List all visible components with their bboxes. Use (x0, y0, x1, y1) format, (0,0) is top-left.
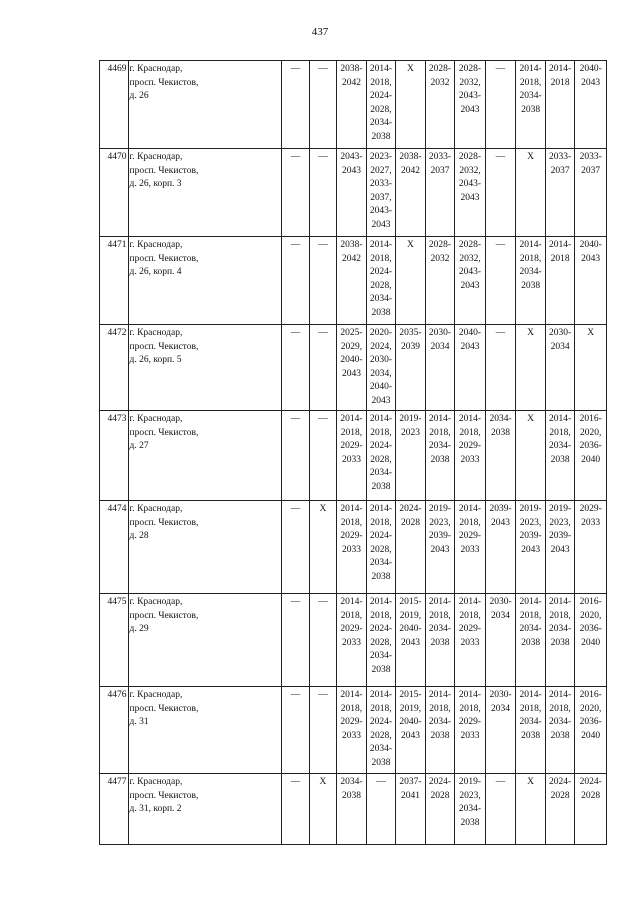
period-text: 2040- 2043 (458, 328, 482, 352)
period-cell (309, 61, 336, 149)
period-cell (485, 149, 516, 237)
period-text: X (587, 328, 595, 338)
period-cell (575, 411, 607, 501)
period-cell (575, 149, 607, 237)
period-text: 2014- 2018, 2029- 2033 (340, 690, 363, 741)
period-text: X (319, 504, 327, 514)
period-cell (396, 687, 426, 774)
period-cell (425, 594, 455, 687)
period-text: — (290, 690, 301, 700)
table-row (100, 237, 607, 325)
period-text: 2014- 2018, 2034- 2038 (519, 64, 542, 115)
row-number: 4476 (100, 687, 129, 774)
page-number: 437 (311, 26, 329, 38)
period-text: 2016- 2020, 2036- 2040 (579, 597, 602, 648)
period-cell (396, 501, 426, 594)
period-cell (455, 325, 486, 411)
address-cell (128, 687, 282, 774)
period-cell (337, 501, 367, 594)
period-cell (545, 594, 575, 687)
period-cell (485, 411, 516, 501)
period-text: 2033- 2037 (428, 152, 452, 176)
period-cell (366, 237, 396, 325)
period-text: 2019- 2023, 2034- 2038 (458, 777, 482, 828)
period-text: 2033- 2037 (549, 152, 572, 176)
period-cell (309, 411, 336, 501)
period-cell (337, 411, 367, 501)
period-cell (282, 411, 309, 501)
period-cell (337, 687, 367, 774)
period-cell (545, 774, 575, 845)
period-text: 2028- 2032, 2043- 2043 (458, 64, 482, 115)
period-cell (396, 411, 426, 501)
address-text: г. Краснодар, просп. Чекистов, д. 31, корп. 2 (129, 777, 199, 814)
period-text: 2014- 2018, 2034- 2038 (519, 597, 542, 648)
period-text: 2014- 2018, 2024- 2028, 2034- 2038 (369, 64, 393, 142)
period-cell (485, 237, 516, 325)
period-cell (309, 774, 336, 845)
period-text: 2014- 2018, 2024- 2028, 2034- 2038 (369, 240, 393, 318)
period-cell (425, 149, 455, 237)
period-text: — (318, 64, 328, 74)
period-text: 2029- 2033 (579, 504, 602, 528)
period-cell (366, 501, 396, 594)
address-cell (128, 61, 282, 149)
address-text: г. Краснодар, просп. Чекистов, д. 31 (129, 690, 199, 727)
period-text: X (407, 64, 414, 74)
period-text: 2025- 2029, 2040- 2043 (340, 328, 363, 379)
period-cell (282, 325, 309, 411)
period-text: 2014- 2018, 2029- 2033 (340, 414, 363, 465)
schedule-table (99, 60, 607, 845)
period-text: — (290, 777, 301, 787)
row-number: 4473 (100, 411, 129, 501)
period-cell (396, 774, 426, 845)
period-cell (455, 501, 486, 594)
period-cell (516, 501, 546, 594)
period-cell (575, 325, 607, 411)
period-cell (575, 501, 607, 594)
period-cell (516, 237, 546, 325)
period-cell (366, 61, 396, 149)
period-text: — (318, 328, 328, 338)
period-text: 2037- 2041 (399, 777, 422, 801)
period-text: 2020- 2024, 2030- 2034, 2040- 2043 (369, 328, 393, 406)
period-cell (282, 149, 309, 237)
period-text: 2035- 2039 (399, 328, 422, 352)
period-cell (545, 411, 575, 501)
period-text: 2019- 2023, 2039- 2043 (519, 504, 542, 555)
period-cell (455, 411, 486, 501)
period-text: 2014- 2018, 2029- 2033 (458, 414, 482, 465)
period-cell (366, 687, 396, 774)
period-text: 2038- 2042 (340, 240, 363, 264)
period-text: 2014- 2018, 2029- 2033 (458, 690, 482, 741)
period-cell (282, 237, 309, 325)
period-cell (485, 61, 516, 149)
period-cell (485, 687, 516, 774)
row-number: 4469 (100, 61, 129, 149)
period-text: 2033- 2037 (579, 152, 602, 176)
period-text: 2024- 2028 (549, 777, 572, 801)
period-text: 2024- 2028 (579, 777, 602, 801)
table-row (100, 501, 607, 594)
period-cell (455, 61, 486, 149)
period-text: — (376, 777, 386, 787)
period-cell (425, 237, 455, 325)
period-text: — (495, 152, 506, 162)
address-cell (128, 325, 282, 411)
period-text: — (495, 777, 506, 787)
period-cell (545, 237, 575, 325)
period-text: X (407, 240, 414, 250)
period-text: 2019- 2023, 2039- 2043 (428, 504, 452, 555)
period-text: — (318, 152, 328, 162)
period-cell (337, 594, 367, 687)
period-cell (309, 501, 336, 594)
period-text: 2014- 2018, 2029- 2033 (458, 504, 482, 555)
period-text: — (290, 64, 301, 74)
period-text: 2030- 2034 (489, 690, 512, 714)
period-text: 2014- 2018, 2034- 2038 (549, 414, 572, 465)
row-number: 4474 (100, 501, 129, 594)
period-cell (455, 687, 486, 774)
period-text: 2014- 2018, 2024- 2028, 2034- 2038 (369, 504, 393, 582)
table-row (100, 594, 607, 687)
period-text: 2014- 2018, 2034- 2038 (549, 597, 572, 648)
period-cell (485, 774, 516, 845)
address-cell (128, 594, 282, 687)
period-text: 2014- 2018, 2024- 2028, 2034- 2038 (369, 690, 393, 768)
period-text: X (527, 414, 534, 424)
period-cell (425, 411, 455, 501)
period-cell (337, 325, 367, 411)
period-cell (425, 61, 455, 149)
period-cell (485, 501, 516, 594)
period-cell (516, 411, 546, 501)
period-text: 2014- 2018, 2034- 2038 (428, 690, 452, 741)
period-text: 2039- 2043 (489, 504, 512, 528)
period-cell (337, 237, 367, 325)
period-text: 2014- 2018, 2034- 2038 (519, 690, 542, 741)
period-cell (516, 325, 546, 411)
period-cell (425, 774, 455, 845)
period-cell (309, 687, 336, 774)
period-text: X (527, 328, 534, 338)
period-text: 2015- 2019, 2040- 2043 (399, 597, 422, 648)
period-cell (516, 687, 546, 774)
period-cell (545, 501, 575, 594)
period-cell (575, 237, 607, 325)
period-text: 2019- 2023, 2039- 2043 (549, 504, 572, 555)
period-cell (575, 687, 607, 774)
period-text: — (290, 152, 301, 162)
period-text: — (495, 240, 506, 250)
period-cell (545, 149, 575, 237)
period-text: 2016- 2020, 2036- 2040 (579, 690, 602, 741)
period-text: 2024- 2028 (428, 777, 452, 801)
period-text: 2023- 2027, 2033- 2037, 2043- 2043 (369, 152, 393, 230)
period-text: 2038- 2042 (340, 64, 363, 88)
address-text: г. Краснодар, просп. Чекистов, д. 28 (129, 504, 199, 541)
period-text: 2028- 2032 (428, 240, 452, 264)
period-cell (366, 411, 396, 501)
period-text: 2019- 2023 (399, 414, 422, 438)
table-row (100, 774, 607, 845)
address-text: г. Краснодар, просп. Чекистов, д. 26, корп. 5 (129, 328, 199, 365)
period-cell (337, 774, 367, 845)
period-text: 2030- 2034 (549, 328, 572, 352)
period-text: 2014- 2018, 2034- 2038 (428, 414, 452, 465)
period-text: — (290, 504, 301, 514)
period-text: 2034- 2038 (340, 777, 363, 801)
period-cell (282, 594, 309, 687)
period-cell (545, 687, 575, 774)
period-text: — (495, 64, 506, 74)
period-cell (485, 325, 516, 411)
period-text: 2040- 2043 (579, 64, 602, 88)
address-cell (128, 149, 282, 237)
period-cell (309, 594, 336, 687)
period-cell (455, 594, 486, 687)
period-text: 2028- 2032, 2043- 2043 (458, 152, 482, 203)
period-text: — (318, 240, 328, 250)
period-text: 2028- 2032 (428, 64, 452, 88)
period-cell (575, 594, 607, 687)
address-text: г. Краснодар, просп. Чекистов, д. 26, корп. 3 (129, 152, 199, 189)
row-number: 4472 (100, 325, 129, 411)
address-cell (128, 501, 282, 594)
period-text: — (318, 690, 328, 700)
period-cell (366, 325, 396, 411)
period-text: — (290, 597, 301, 607)
period-cell (396, 325, 426, 411)
period-cell (425, 325, 455, 411)
row-number: 4470 (100, 149, 129, 237)
address-cell (128, 774, 282, 845)
period-text: — (318, 414, 328, 424)
row-number: 4475 (100, 594, 129, 687)
period-text: X (527, 777, 534, 787)
address-text: г. Краснодар, просп. Чекистов, д. 27 (129, 414, 199, 451)
period-cell (309, 237, 336, 325)
period-cell (309, 149, 336, 237)
period-cell (396, 237, 426, 325)
period-cell (366, 774, 396, 845)
address-text: г. Краснодар, просп. Чекистов, д. 26 (129, 64, 199, 101)
address-cell (128, 237, 282, 325)
table-row (100, 61, 607, 149)
period-text: 2030- 2034 (489, 597, 512, 621)
row-number: 4477 (100, 774, 129, 845)
period-cell (545, 325, 575, 411)
period-cell (516, 61, 546, 149)
period-cell (455, 237, 486, 325)
period-text: 2038- 2042 (399, 152, 422, 176)
period-cell (309, 325, 336, 411)
period-cell (455, 774, 486, 845)
period-cell (337, 61, 367, 149)
period-cell (282, 501, 309, 594)
table-row (100, 149, 607, 237)
period-text: 2014- 2018, 2029- 2033 (458, 597, 482, 648)
period-text: — (318, 597, 328, 607)
period-cell (396, 61, 426, 149)
period-cell (545, 61, 575, 149)
period-cell (282, 774, 309, 845)
table-row (100, 411, 607, 501)
period-text: — (290, 240, 301, 250)
address-text: г. Краснодар, просп. Чекистов, д. 29 (129, 597, 199, 634)
table-row (100, 687, 607, 774)
period-cell (516, 594, 546, 687)
period-text: 2015- 2019, 2040- 2043 (399, 690, 422, 741)
period-text: 2024- 2028 (399, 504, 422, 528)
period-text: 2014- 2018, 2029- 2033 (340, 597, 363, 648)
period-cell (516, 774, 546, 845)
period-text: 2014- 2018, 2034- 2038 (428, 597, 452, 648)
address-text: г. Краснодар, просп. Чекистов, д. 26, корп. 4 (129, 240, 199, 277)
table-row (100, 325, 607, 411)
period-cell (396, 149, 426, 237)
period-text: 2043- 2043 (340, 152, 363, 176)
period-text: — (290, 328, 301, 338)
period-text: 2030- 2034 (428, 328, 452, 352)
period-cell (282, 61, 309, 149)
period-text: 2016- 2020, 2036- 2040 (579, 414, 602, 465)
period-cell (575, 61, 607, 149)
period-cell (575, 774, 607, 845)
row-number: 4471 (100, 237, 129, 325)
period-text: X (319, 777, 327, 787)
period-cell (425, 687, 455, 774)
period-text: 2014- 2018, 2024- 2028, 2034- 2038 (369, 597, 393, 675)
period-text: 2014- 2018, 2024- 2028, 2034- 2038 (369, 414, 393, 492)
period-text: — (290, 414, 301, 424)
address-cell (128, 411, 282, 501)
period-text: 2014- 2018, 2029- 2033 (340, 504, 363, 555)
period-cell (337, 149, 367, 237)
period-text: 2014- 2018, 2034- 2038 (549, 690, 572, 741)
period-cell (425, 501, 455, 594)
period-text: — (495, 328, 506, 338)
period-text: 2028- 2032, 2043- 2043 (458, 240, 482, 291)
period-cell (455, 149, 486, 237)
period-text: 2014- 2018, 2034- 2038 (519, 240, 542, 291)
period-text: 2014- 2018 (549, 64, 572, 88)
period-cell (366, 594, 396, 687)
period-cell (282, 687, 309, 774)
period-cell (396, 594, 426, 687)
period-cell (516, 149, 546, 237)
period-text: 2034- 2038 (489, 414, 512, 438)
period-text: X (527, 152, 534, 162)
period-cell (366, 149, 396, 237)
period-text: 2014- 2018 (549, 240, 572, 264)
period-text: 2040- 2043 (579, 240, 602, 264)
period-cell (485, 594, 516, 687)
